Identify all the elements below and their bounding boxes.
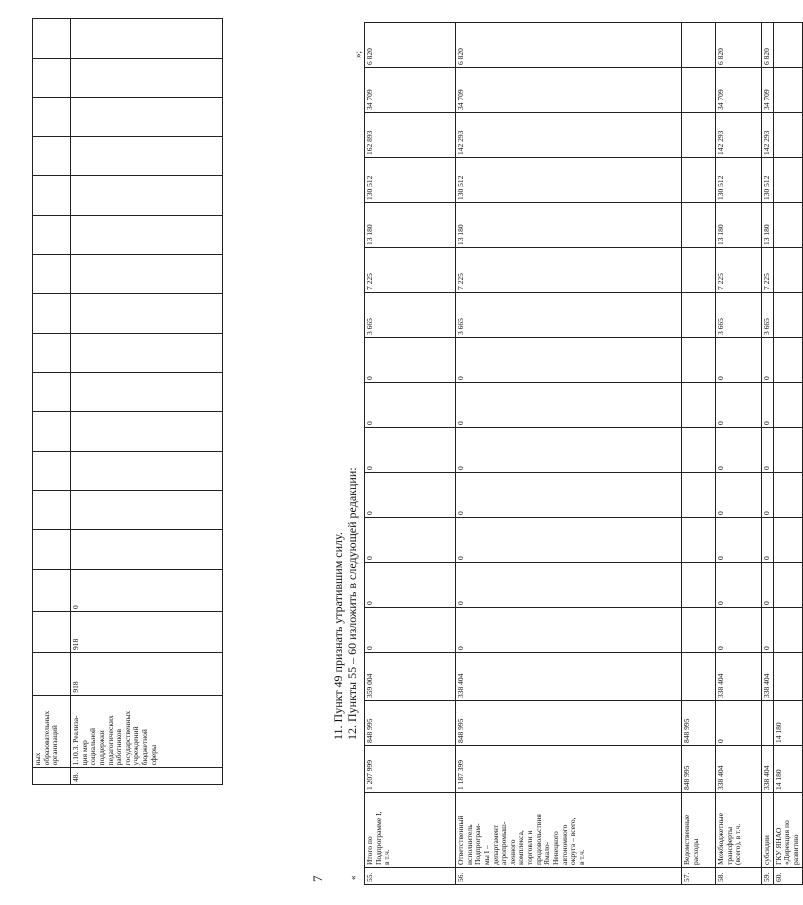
value-cell: 0	[762, 472, 774, 517]
value-cell	[71, 215, 223, 254]
value-cell: 3 665	[456, 292, 682, 337]
value-cell: 7 225	[365, 247, 456, 292]
row-number-cell: 57.	[682, 867, 716, 884]
value-cell: 0	[456, 382, 682, 427]
value-cell	[71, 451, 223, 490]
value-cell	[773, 22, 802, 67]
value-cell: 0	[456, 427, 682, 472]
value-cell	[682, 427, 716, 472]
value-cell: 0	[716, 382, 762, 427]
value-cell	[682, 562, 716, 607]
value-cell: 0	[365, 517, 456, 562]
value-cell: 14 180	[773, 745, 802, 792]
value-cell	[682, 157, 716, 202]
value-cell	[682, 337, 716, 382]
value-cell: 6 820	[365, 22, 456, 67]
row-name-cell: Ведомственные расходы	[682, 792, 716, 867]
value-cell	[682, 202, 716, 247]
continuation-table	[32, 18, 223, 785]
value-cell: 13 180	[365, 202, 456, 247]
value-cell: 3 665	[762, 292, 774, 337]
value-cell: 6 820	[716, 22, 762, 67]
value-cell: 0	[762, 427, 774, 472]
value-cell: 0	[762, 562, 774, 607]
value-cell	[773, 382, 802, 427]
value-cell: 13 180	[716, 202, 762, 247]
continuation-table-row	[71, 18, 223, 784]
value-cell: 0	[716, 337, 762, 382]
value-cell: 0	[762, 607, 774, 652]
value-cell	[33, 611, 71, 652]
value-cell	[682, 517, 716, 562]
value-cell	[33, 293, 71, 332]
value-cell	[33, 372, 71, 411]
value-cell	[773, 652, 802, 700]
value-cell: 0	[456, 517, 682, 562]
row-name-cell: Ответственный исполнитель Подпрограм- мы I – департамент агропромыш- ленного комплекса, торговли и продовольствия Ямало- Ненецкого автономного округа – всего, в т.ч.	[456, 792, 682, 867]
value-cell: 142 293	[762, 112, 774, 157]
value-cell	[773, 427, 802, 472]
program-table-row	[365, 22, 456, 884]
value-cell	[71, 97, 223, 136]
row-name-cell: 1.10.3. Реализа- ция мер социальной поддержки педагогических работников государственных учреждений бюджетной сферы	[71, 695, 223, 768]
value-cell	[773, 337, 802, 382]
value-cell	[33, 490, 71, 529]
value-cell	[71, 136, 223, 175]
value-cell: 6 820	[456, 22, 682, 67]
value-cell: 1 187 399	[456, 745, 682, 792]
value-cell	[773, 67, 802, 112]
value-cell	[682, 382, 716, 427]
value-cell	[33, 136, 71, 175]
value-cell: 0	[456, 472, 682, 517]
program-table-row	[456, 22, 682, 884]
value-cell: 0	[365, 382, 456, 427]
value-cell: 0	[365, 607, 456, 652]
value-cell: 918	[71, 611, 223, 652]
row-number-cell: 48.	[71, 767, 223, 784]
row-name-cell: Межбюджетные трансферты (всего), в т.ч.	[716, 792, 762, 867]
value-cell	[33, 97, 71, 136]
row-name-cell: Итого по Подпрограмме I, в т.ч.	[365, 792, 456, 867]
value-cell: 0	[716, 472, 762, 517]
value-cell	[33, 215, 71, 254]
value-cell	[773, 112, 802, 157]
value-cell	[33, 58, 71, 97]
value-cell: 0	[716, 607, 762, 652]
value-cell	[33, 652, 71, 695]
value-cell	[71, 58, 223, 97]
value-cell: 0	[456, 607, 682, 652]
value-cell: 848 995	[365, 700, 456, 745]
value-cell: 6 820	[762, 22, 774, 67]
row-name-cell: ных образовательных организаций	[33, 695, 71, 768]
value-cell: 0	[365, 337, 456, 382]
value-cell	[682, 22, 716, 67]
value-cell: 0	[456, 562, 682, 607]
value-cell: 13 180	[456, 202, 682, 247]
value-cell: 338 404	[716, 652, 762, 700]
value-cell: 130 512	[365, 157, 456, 202]
row-number-cell: 55.	[365, 867, 456, 884]
value-cell: 0	[716, 517, 762, 562]
value-cell	[773, 607, 802, 652]
value-cell: 0	[762, 337, 774, 382]
value-cell: 848 995	[456, 700, 682, 745]
value-cell: 0	[716, 562, 762, 607]
program-table-row	[773, 22, 802, 884]
value-cell: 338 404	[762, 745, 774, 792]
value-cell	[71, 18, 223, 58]
row-name-cell: ГКУ ЯНАО «Дирекция по развитию	[773, 792, 802, 867]
value-cell	[71, 254, 223, 293]
row-number-cell: 59.	[762, 867, 774, 884]
program-table-row	[762, 22, 774, 884]
value-cell	[33, 411, 71, 450]
page-number: 7	[310, 875, 325, 882]
value-cell	[71, 175, 223, 214]
value-cell	[682, 292, 716, 337]
value-cell	[682, 67, 716, 112]
value-cell: 34 709	[365, 67, 456, 112]
value-cell: 34 709	[762, 67, 774, 112]
value-cell: 848 995	[682, 700, 716, 745]
value-cell: 34 709	[716, 67, 762, 112]
value-cell	[773, 472, 802, 517]
row-number-cell: 60.	[773, 867, 802, 884]
value-cell: 3 665	[716, 292, 762, 337]
value-cell: 162 893	[365, 112, 456, 157]
value-cell: 848 995	[682, 745, 716, 792]
row-number-cell: 56.	[456, 867, 682, 884]
paragraph-12: 12. Пункты 55 – 60 изложить в следующей редакции:	[345, 466, 359, 740]
value-cell: 0	[365, 562, 456, 607]
value-cell: 0	[716, 427, 762, 472]
value-cell: 338 404	[716, 745, 762, 792]
value-cell: 338 404	[762, 652, 774, 700]
value-cell: 7 225	[762, 247, 774, 292]
value-cell: 7 225	[456, 247, 682, 292]
value-cell	[33, 451, 71, 490]
value-cell	[71, 411, 223, 450]
value-cell: 0	[762, 517, 774, 562]
value-cell	[682, 247, 716, 292]
row-number-cell	[33, 767, 71, 784]
value-cell: 1 207 999	[365, 745, 456, 792]
closing-quote-mark: »;	[353, 50, 363, 58]
value-cell: 0	[365, 427, 456, 472]
value-cell	[773, 292, 802, 337]
value-cell	[71, 333, 223, 372]
program-table	[364, 22, 803, 885]
value-cell: 7 225	[716, 247, 762, 292]
value-cell	[33, 529, 71, 568]
value-cell	[71, 293, 223, 332]
value-cell: 918	[71, 652, 223, 695]
row-name-cell: субсидии	[762, 792, 774, 867]
value-cell	[33, 569, 71, 611]
value-cell: 34 709	[456, 67, 682, 112]
value-cell: 0	[716, 700, 762, 745]
value-cell	[71, 529, 223, 568]
continuation-table-row	[33, 18, 71, 784]
value-cell	[773, 247, 802, 292]
value-cell	[682, 112, 716, 157]
program-table-row	[716, 22, 762, 884]
value-cell	[773, 157, 802, 202]
value-cell	[33, 254, 71, 293]
value-cell: 338 404	[456, 652, 682, 700]
value-cell: 0	[71, 569, 223, 611]
value-cell	[682, 652, 716, 700]
value-cell: 14 180	[773, 700, 802, 745]
value-cell	[773, 517, 802, 562]
value-cell: 0	[456, 337, 682, 382]
value-cell: 13 180	[762, 202, 774, 247]
value-cell	[71, 490, 223, 529]
value-cell: 142 293	[716, 112, 762, 157]
value-cell	[682, 472, 716, 517]
value-cell	[762, 700, 774, 745]
value-cell: 359 004	[365, 652, 456, 700]
program-table-row	[682, 22, 716, 884]
value-cell: 0	[365, 472, 456, 517]
value-cell: 0	[762, 382, 774, 427]
value-cell: 130 512	[716, 157, 762, 202]
value-cell	[773, 562, 802, 607]
rotated-content	[20, 18, 800, 888]
value-cell: 130 512	[762, 157, 774, 202]
value-cell	[33, 175, 71, 214]
value-cell	[33, 333, 71, 372]
value-cell	[33, 18, 71, 58]
value-cell: 3 665	[365, 292, 456, 337]
opening-quote-mark: «	[348, 875, 358, 880]
value-cell	[71, 372, 223, 411]
value-cell: 130 512	[456, 157, 682, 202]
row-number-cell: 58.	[716, 867, 762, 884]
value-cell	[773, 202, 802, 247]
value-cell: 142 293	[456, 112, 682, 157]
value-cell	[682, 607, 716, 652]
paragraph-11: 11. Пункт 49 признать утратившим силу.	[331, 531, 345, 740]
